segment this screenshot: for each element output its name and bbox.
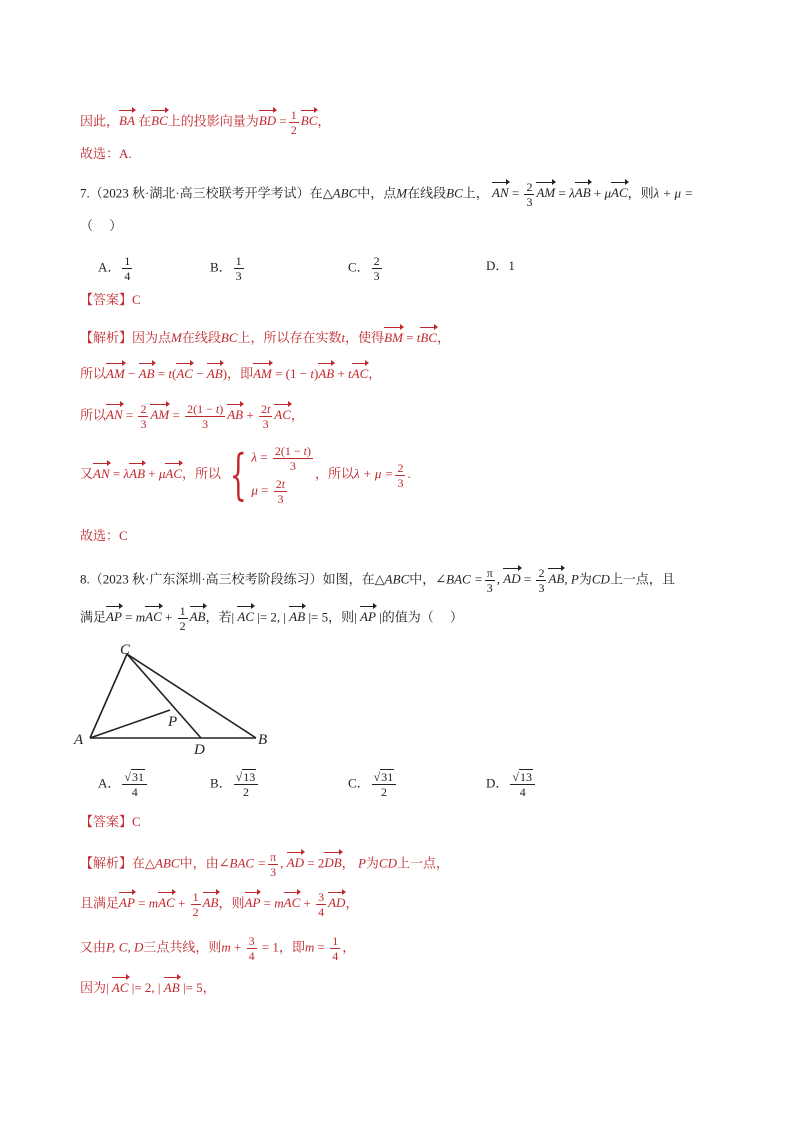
prev-conclusion-line: 因此，BA 在BC上的投影向量为BD = $\frac{1}{2}$ BC， <box>80 108 331 137</box>
q7-option-c[interactable]: C． $\frac{2}{3}$ <box>348 254 380 283</box>
q8-option-b[interactable]: B． $\frac{√13}{2}$ <box>210 770 260 799</box>
q8-stem-2: 满足AP = mAC + $\frac{1}{2}$ AB，若| AC |= 2, | AB |= 5，则| AP |的值为（ ） <box>80 604 464 633</box>
label-b: B <box>258 732 268 748</box>
side-cb <box>127 654 256 738</box>
q8-option-a[interactable]: A． $\frac{√31}{4}$ <box>98 770 149 799</box>
prev-choice: 故选：A. <box>80 146 132 161</box>
q8-analysis-2: 且满足AP = mAC + $\frac{1}{2}$ AB，则AP = mAC + $\frac{3}{4}$ AD， <box>80 890 359 919</box>
side-ac <box>90 654 127 738</box>
q7-analysis-4: 又AN = λAB + μAC，所以 { λ = $\frac{2(1 - t)}{3}$ μ = $\frac{2t}{3}$ ，所以λ + μ = $\frac{2}{3}$ . <box>80 443 411 506</box>
q8-stem: 8.（2023 秋·广东深圳·高三校考阶段练习）如图，在△ABC中，∠BAC = $\frac{\pi}{3}$ , AD = $\frac{2}{3}$ AB, P为CD上一点，且 <box>80 566 675 595</box>
q8-analysis-4: 因为| AC |= 2, | AB |= 5， <box>80 976 216 998</box>
segment-cd <box>127 654 201 738</box>
q7-paren: （ ） <box>80 218 123 233</box>
q8-option-c[interactable]: C． $\frac{√31}{2}$ <box>348 770 398 799</box>
q7-answer: 【答案】C <box>80 292 141 307</box>
q8-analysis-1: 【解析】在△ABC中，由∠BAC = $\frac{\pi}{3}$ , AD = 2DB， P为CD上一点， <box>80 850 449 879</box>
q7-option-b[interactable]: B． $\frac{1}{3}$ <box>210 254 242 283</box>
q7-choice: 故选：C <box>80 528 128 543</box>
label-c: C <box>120 642 131 658</box>
q7-analysis-1: 【解析】因为点M在线段BC上，所以存在实数t，使得BM = tBC， <box>80 326 450 348</box>
segment-ap <box>90 710 170 738</box>
q7-stem: 7.（2023 秋·湖北·高三校联考开学考试）在△ABC中，点M在线段BC上， AN = $\frac{2}{3}$ AM = λAB + μAC，则λ + μ = <box>80 180 694 209</box>
q7-analysis-3: 所以AN = $\frac{2}{3}$ AM = $\frac{2(1 - t)}{3}$ AB + $\frac{2t}{3}$ AC， <box>80 402 304 431</box>
label-a: A <box>74 732 84 748</box>
q8-answer: 【答案】C <box>80 814 141 829</box>
q8-option-d[interactable]: D． $\frac{√13}{4}$ <box>486 770 537 799</box>
q7-option-d[interactable]: D．1 <box>486 258 515 273</box>
triangle-figure <box>70 640 280 760</box>
q7-analysis-2: 所以AM − AB = t(AC − AB)，即AM = (1 − t)AB + tAC， <box>80 362 381 384</box>
label-d: D <box>194 742 205 758</box>
q7-option-a[interactable]: A． $\frac{1}{4}$ <box>98 254 131 283</box>
label-p: P <box>168 714 178 730</box>
q8-analysis-3: 又由P, C, D三点共线，则m + $\frac{3}{4}$ = 1，即m = $\frac{1}{4}$ ， <box>80 934 356 963</box>
